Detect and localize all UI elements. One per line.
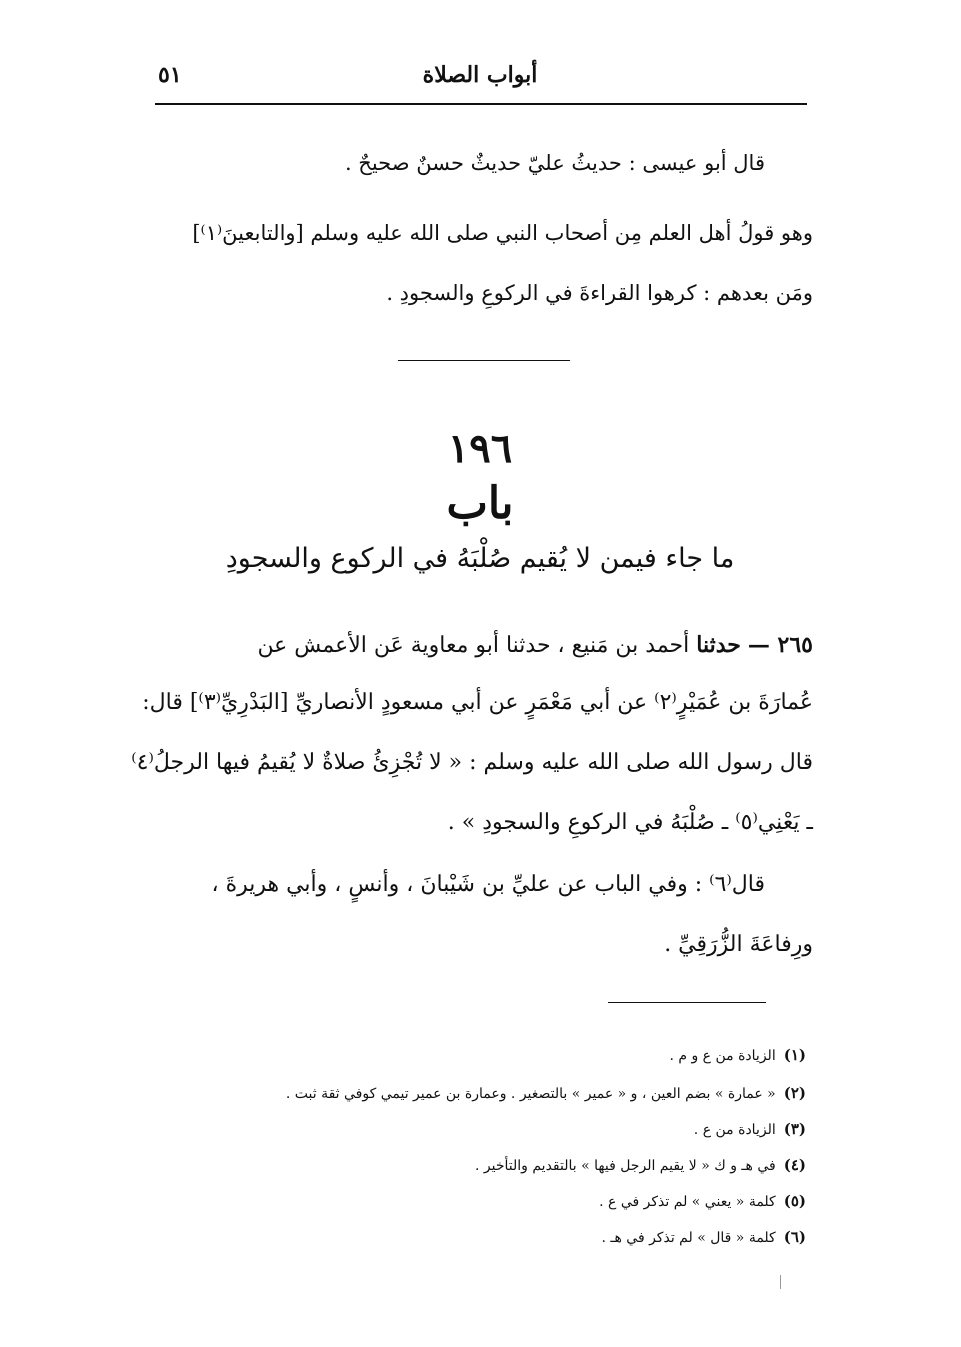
chapter-number: ١٩٦ <box>447 425 513 472</box>
page-number: ٥١ <box>158 62 182 88</box>
hadith-number: ٢٦٥ — <box>747 632 813 658</box>
footnote <box>160 1118 806 1141</box>
section-divider <box>398 360 570 361</box>
footnote <box>160 1154 806 1177</box>
footnote-number: (٤) <box>783 1156 806 1174</box>
footnote-divider <box>608 1002 766 1003</box>
chapter-label: باب <box>446 478 514 529</box>
footnote-number: (٣) <box>783 1120 806 1138</box>
footnote <box>160 1226 806 1249</box>
chapter-title: ما جاء فيمن لا يُقيم صُلْبَهُ في الركوع والسجودِ <box>225 543 735 574</box>
scan-mark <box>780 1275 781 1289</box>
hadith-line-4: ـ يَعْنِي⁽٥⁾ ـ صُلْبَهُ في الركوعِ والسجودِ » . <box>447 810 813 835</box>
hadith-line-1 <box>150 630 813 661</box>
footnote-number: (١) <box>783 1046 806 1064</box>
commentary-line-2: ورِفاعَةَ الزُّرَقِيِّ . <box>664 932 813 957</box>
intro-line-3: ومَن بعدهم : كرهوا القراءةَ في الركوعِ والسجودِ . <box>386 281 813 305</box>
footnote <box>160 1044 806 1067</box>
footnote-text: « عمارة » بضم العين ، و « عمير » بالتصغير . وعمارة بن عمير تيمي كوفي ثقة ثبت . <box>285 1086 776 1102</box>
intro-line-1: قال أبو عيسى : حديثُ عليّ حديثٌ حسنٌ صحيحٌ . <box>344 151 765 175</box>
footnote <box>160 1190 806 1213</box>
footnote-text: الزيادة من ع و م . <box>669 1048 776 1064</box>
intro-line-2: وهو قولُ أهل العلم مِن أصحاب النبي صلى الله عليه وسلم [والتابعينَ⁽١⁾] <box>192 221 813 245</box>
commentary-line-1: قال⁽٦⁾ : وفي الباب عن عليِّ بن شَيْبانَ ، وأنسٍ ، وأبي هريرةَ ، <box>211 872 765 897</box>
header-rule <box>155 103 807 105</box>
footnote <box>160 1082 806 1105</box>
hadith-line-2: عُمارَةَ بن عُمَيْرٍ⁽٢⁾ عن أبي مَعْمَرٍ عن أبي مسعودٍ الأنصاريِّ [البَدْرِيِّ⁽٣⁾] قال: <box>142 690 813 715</box>
hadith-lead-word: حدثنا <box>696 632 741 658</box>
footnote-number: (٢) <box>783 1084 806 1102</box>
footnote-text: الزيادة من ع . <box>693 1122 776 1138</box>
hadith-line-3: قال رسول الله صلى الله عليه وسلم : « لا تُجْزِئُ صلاةٌ لا يُقيمُ فيها الرجلُ⁽٤⁾ <box>131 750 813 775</box>
hadith-line-1-text: أحمد بن مَنيع ، حدثنا أبو معاوية عَن الأعمش عن <box>257 633 697 658</box>
footnote-text: كلمة « يعني » لم تذكر في ع . <box>599 1194 776 1210</box>
footnote-number: (٦) <box>783 1228 806 1246</box>
running-header-title: أبواب الصلاة <box>422 62 538 88</box>
footnote-text: كلمة « قال » لم تذكر في هـ . <box>601 1230 776 1246</box>
footnote-number: (٥) <box>783 1192 806 1210</box>
footnote-text: في هـ و ك « لا يقيم الرجل فيها » بالتقديم والتأخير . <box>475 1158 776 1174</box>
